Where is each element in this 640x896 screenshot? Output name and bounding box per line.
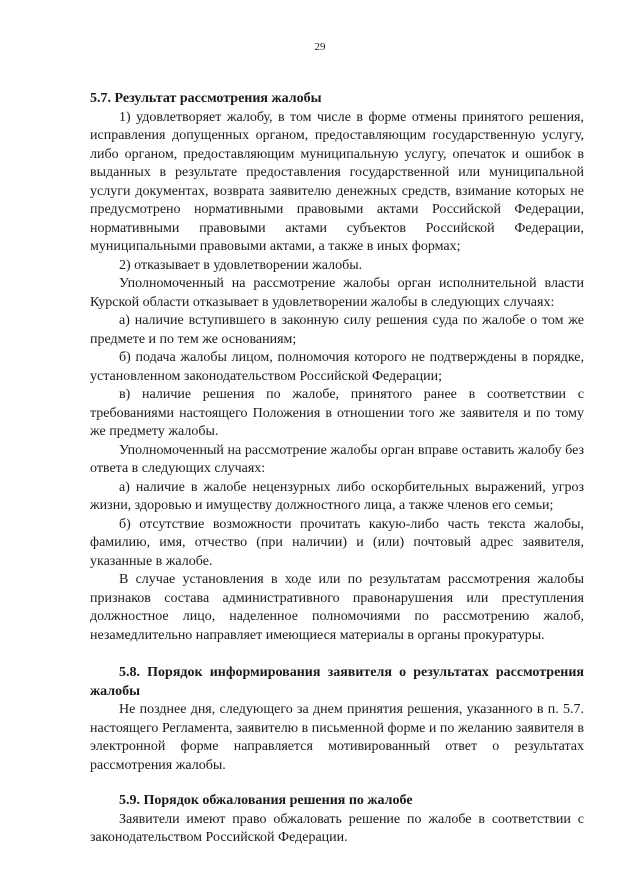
- section-heading-5-8: 5.8. Порядок информирования заявителя о результатах рассмотрения жалобы: [90, 665, 584, 699]
- paragraph: Уполномоченный на рассмотрение жалобы орган вправе оставить жалобу без ответа в следующих случаях:: [90, 442, 584, 476]
- paragraph: а) наличие в жалобе нецензурных либо оскорбительных выражений, угроз жизни, здоровью и имуществу должностного лица, а также членов его семьи;: [90, 479, 584, 513]
- paragraph: в) наличие решения по жалобе, принятого ранее в соответствии с требованиями настоящего Положения в отношении того же заявителя и по тому же предмету жалобы.: [90, 387, 584, 439]
- paragraph: Уполномоченный на рассмотрение жалобы орган исполнительной власти Курской области отказывает в удовлетворении жалобы в следующих случаях:: [90, 276, 584, 310]
- paragraph: б) отсутствие возможности прочитать какую-либо часть текста жалобы, фамилию, имя, отчество (при наличии) и (или) почтовый адрес заявителя, указанные в жалобе.: [90, 516, 584, 569]
- paragraph: а) наличие вступившего в законную силу решения суда по жалобе о том же предмете и по тем же основаниям;: [90, 313, 584, 347]
- section-heading-5-7: 5.7. Результат рассмотрения жалобы: [90, 91, 322, 106]
- section-heading-5-9: 5.9. Порядок обжалования решения по жалобе: [119, 793, 413, 808]
- page-number: 29: [314, 41, 326, 53]
- paragraph: б) подача жалобы лицом, полномочия которого не подтверждены в порядке, установленном законодательством Российской Федерации;: [90, 350, 584, 384]
- paragraph: Заявители имеют право обжаловать решение по жалобе в соответствии с законодательством Российской Федерации.: [90, 811, 584, 845]
- document-body: [90, 90, 584, 848]
- paragraph: 2) отказывает в удовлетворении жалобы.: [119, 257, 363, 273]
- paragraph: Не позднее дня, следующего за днем принятия решения, указанного в п. 5.7. настоящего Регламента, заявителю в письменной форме и по желанию заявителя в электронной форме направляется мотивированный ответ о результатах рассмотрения жалобы.: [90, 702, 584, 773]
- paragraph: В случае установления в ходе или по результатам рассмотрения жалобы признаков состава административного правонарушения или преступления должностное лицо, наделенное полномочиями по рассмотрению жалоб, незамедлительно направляет имеющиеся материалы в органы прокуратуры.: [90, 572, 584, 643]
- paragraph: 1) удовлетворяет жалобу, в том числе в форме отмены принятого решения, исправления допущенных органом, предоставляющим государственную услугу, либо органом, предоставляющим муниципальную услугу, опечаток и ошибок в выданных в результате предоставления государственной или муниципальной услуги документах, возврата заявителю денежных средств, взимание которых не предусмотрено нормативными правовыми актами Российской Федерации, нормативными правовыми актами субъектов Российской Федерации, муниципальными правовыми актами, а также в иных формах;: [90, 109, 584, 254]
